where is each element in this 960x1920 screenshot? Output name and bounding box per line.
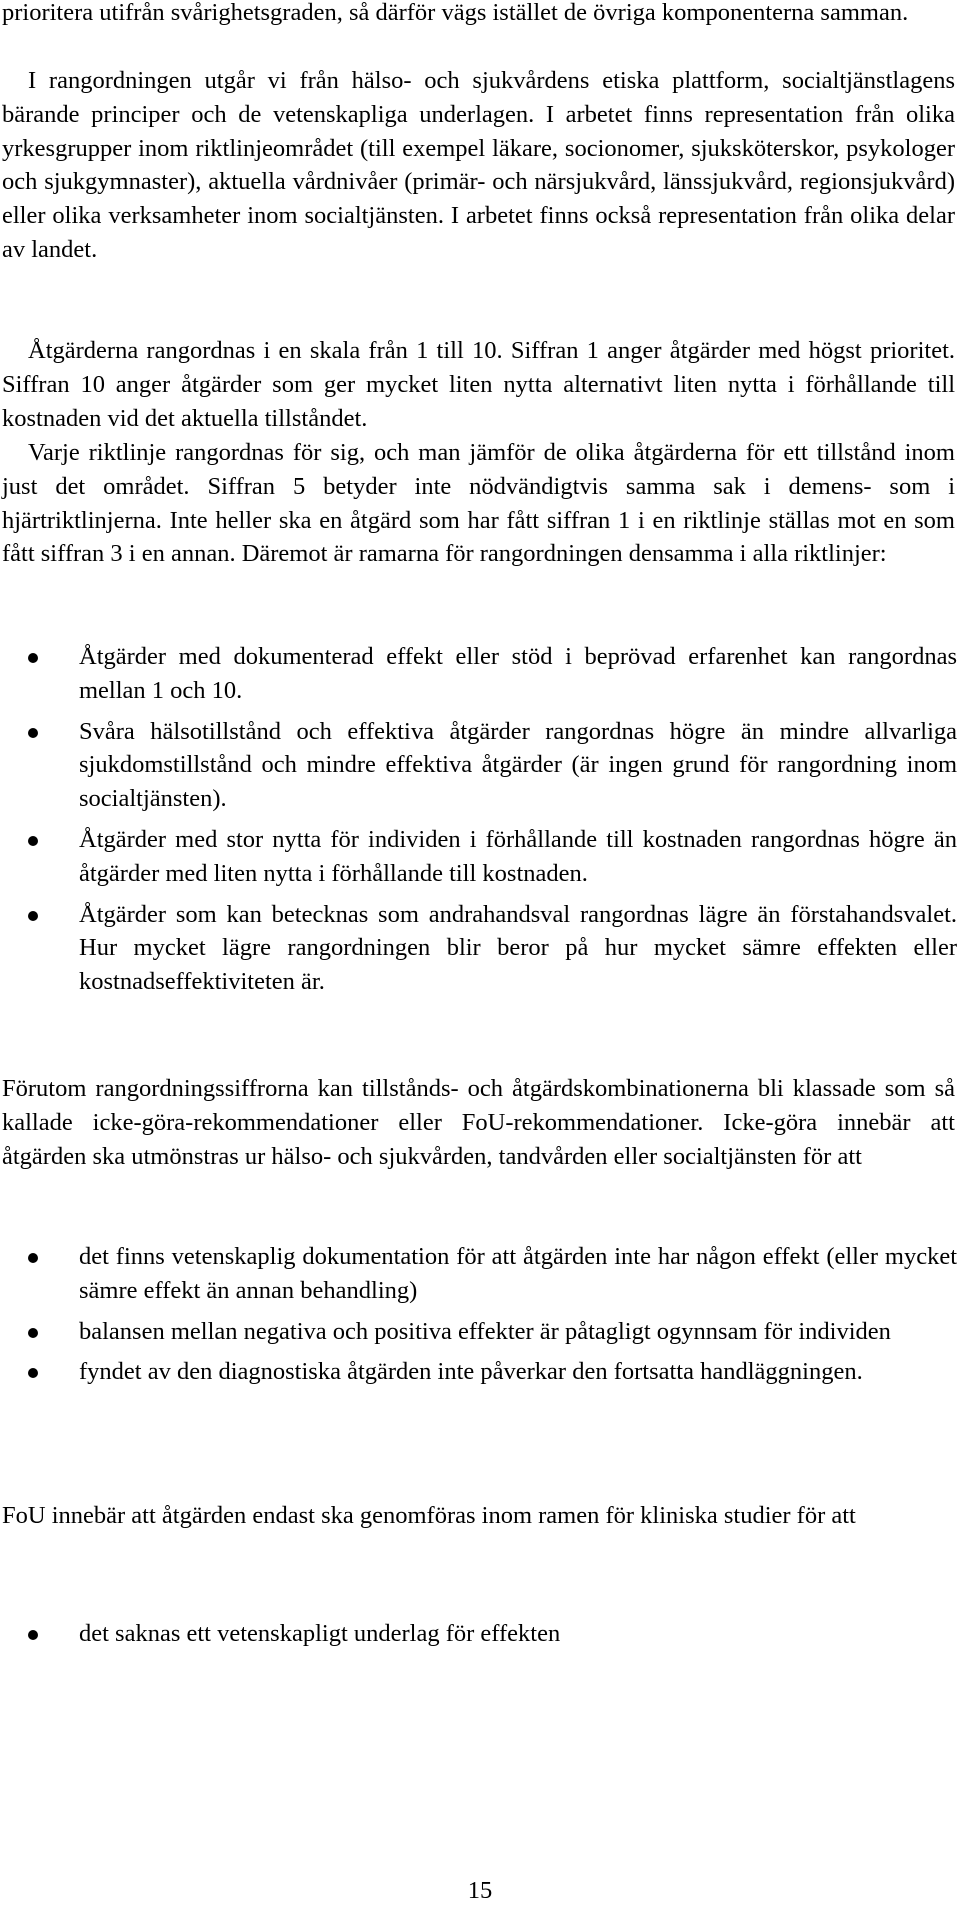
list-item — [0, 640, 957, 708]
bullet-icon — [28, 728, 38, 738]
bullet-list-icke-gora — [0, 1240, 957, 1389]
paragraph-fou: FoU innebär att åtgärden endast ska genomföras inom ramen för kliniska studier för att — [2, 1502, 856, 1529]
paragraph-forutom: Förutom rangordningssiffrorna kan tillstånds- och åtgärdskombinationerna bli klassade som så kallade icke-göra-rekommendationer eller FoU-rekommendationer. Icke-göra innebär att åtgärden ska utmönstras ur hälso- och sjukvården, tandvården eller socialtjänsten för att — [2, 1075, 955, 1170]
list-item — [0, 823, 957, 891]
bullet-list-fou — [0, 1617, 957, 1651]
list-item — [0, 898, 957, 999]
list-item — [0, 1315, 957, 1349]
bullet-icon — [28, 836, 38, 846]
bullet-icon — [28, 1368, 38, 1378]
paragraph-continuation: prioritera utifrån svårighetsgraden, så därför vägs istället de övriga komponenterna samman. — [2, 0, 909, 26]
list-item-text: Svåra hälsotillstånd och effektiva åtgärder rangordnas högre än mindre allvarliga sjukdomstillstånd och mindre effektiva åtgärder (är ingen grund för rangordning inom socialtjänsten). — [79, 717, 957, 813]
bullet-icon — [28, 1253, 38, 1263]
bullet-icon — [28, 653, 38, 663]
list-item — [0, 715, 957, 816]
bullet-icon — [28, 1630, 38, 1640]
bullet-list-ramar — [0, 640, 957, 999]
list-item — [0, 1240, 957, 1308]
bullet-icon — [28, 911, 38, 921]
list-item-text: fyndet av den diagnostiska åtgärden inte påverkar den fortsatta handläggningen. — [79, 1358, 863, 1386]
list-item — [0, 1617, 957, 1651]
bullet-icon — [28, 1328, 38, 1338]
list-item-text: Åtgärder med dokumenterad effekt eller stöd i beprövad erfarenhet kan rangordnas mellan 1 och 10. — [79, 643, 957, 704]
paragraph-varje-riktlinje: Varje riktlinje rangordnas för sig, och man jämför de olika åtgärderna för ett tillstånd inom just det området. Siffran 5 betyder inte nödvändigtvis samma sak i demens- som i hjärtriktlinjerna. Inte heller ska en åtgärd som har fått siffran 1 i en riktlinje ställas mot en som fått siffran 3 i en annan. Däremot är ramarna för rangordningen densamma i alla riktlinjer: — [2, 439, 955, 568]
paragraph-rangordning-plattform: I rangordningen utgår vi från hälso- och sjukvårdens etiska plattform, socialtjänstlagens bärande principer och de vetenskapliga underlagen. I arbetet finns representation från olika yrkesgrupper inom riktlinjeområdet (till exempel läkare, socionomer, sjuksköterskor, psykologer och sjukgymnaster), aktuella vårdnivåer (primär- och närsjukvård, länssjukvård, regionsjukvård) eller olika verksamheter inom socialtjänsten. I arbetet finns också representation från olika delar av landet. — [2, 67, 955, 263]
list-item-text: Åtgärder med stor nytta för individen i förhållande till kostnaden rangordnas högre än åtgärder med liten nytta i förhållande till kostnaden. — [79, 825, 957, 887]
list-item-text: det saknas ett vetenskapligt underlag för effekten — [79, 1620, 561, 1647]
page-number: 15 — [467, 1877, 493, 1904]
list-item-text: det finns vetenskaplig dokumentation för att åtgärden inte har någon effekt (eller mycket sämre effekt än annan behandling) — [79, 1243, 957, 1304]
list-item-text: balansen mellan negativa och positiva effekter är påtagligt ogynnsam för individen — [79, 1317, 891, 1345]
list-item — [0, 1355, 957, 1389]
paragraph-skala: Åtgärderna rangordnas i en skala från 1 till 10. Siffran 1 anger åtgärder med högst prioritet. Siffran 10 anger åtgärder som ger mycket liten nytta alternativt liten nytta i förhållande till kostnaden vid det aktuella tillståndet. — [2, 337, 955, 432]
list-item-text: Åtgärder som kan betecknas som andrahandsval rangordnas lägre än förstahandsvalet. Hur mycket lägre rangordningen blir beror på hur mycket sämre effekten eller kostnadseffektiviteten är. — [79, 900, 957, 996]
